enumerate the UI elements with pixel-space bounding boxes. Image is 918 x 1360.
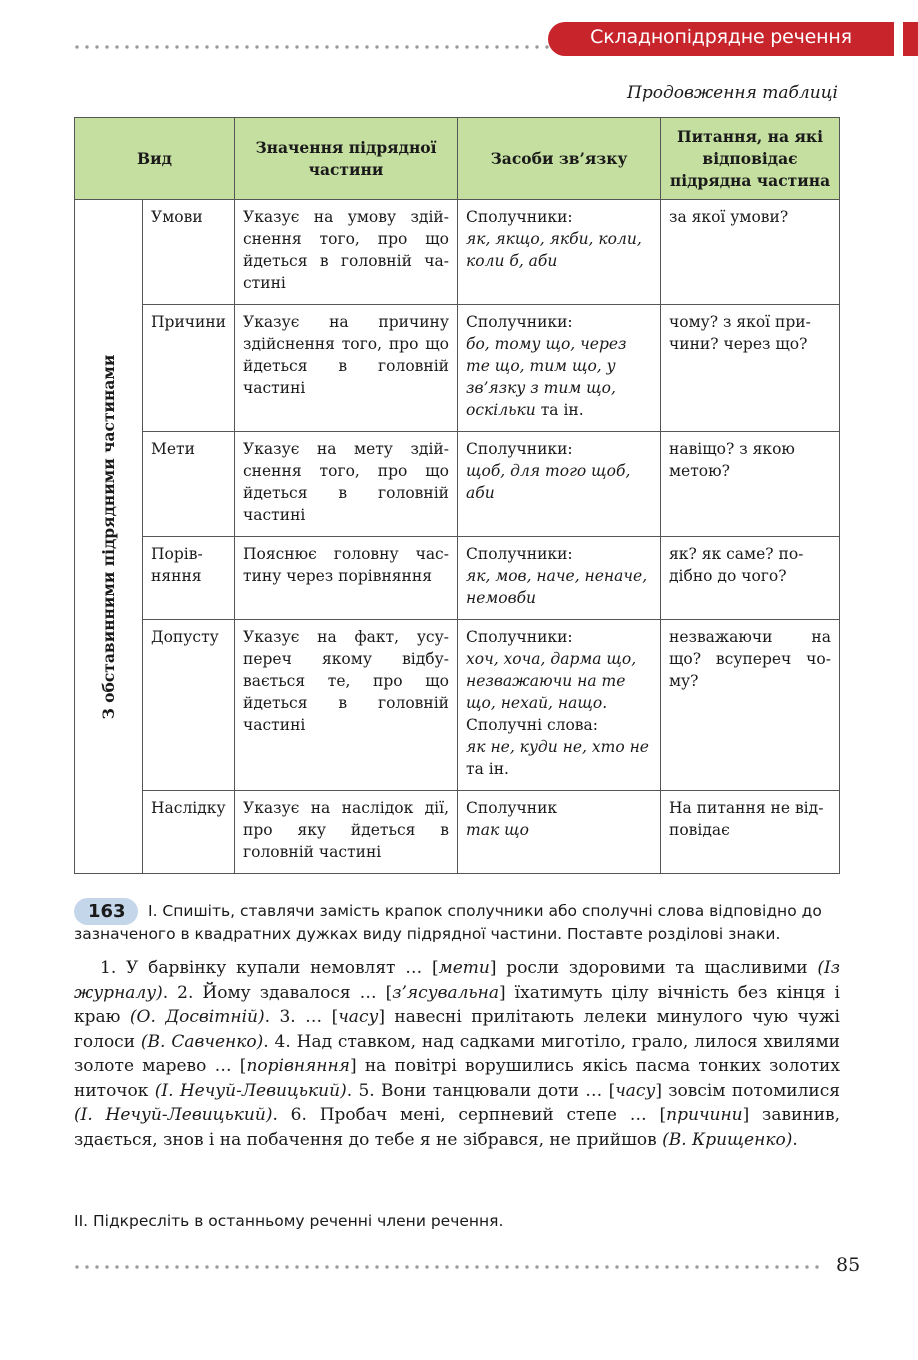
row-meaning: Пояснює головну частину через порівняння bbox=[243, 545, 449, 585]
row-type: Умови bbox=[151, 208, 203, 226]
exercise-text-run: ] завинив, здається, знов і на побачення до тебе я не зібрався, не прийшов bbox=[74, 1105, 841, 1150]
exercise-text-run: ] навесні прилітають лелеки минулого чую чужі голоси bbox=[74, 1007, 840, 1052]
row-meaning: Указує на наслідок дії, про яку йдеться в головній частині bbox=[243, 799, 449, 861]
exercise-text-run: . 4. Над ставком, над садками миготіло, грало, лилося хвилями золоте марево … [ bbox=[74, 1031, 841, 1076]
row-means: Сполучники: бо, тому що, через те що, тим що, у зв’язку з тим що, оскільки та ін. bbox=[466, 313, 627, 419]
header-type: Вид bbox=[75, 118, 235, 200]
header-meaning: Значення підрядної частини bbox=[235, 118, 458, 200]
table-row bbox=[75, 537, 840, 620]
exercise-text-italic: причини bbox=[666, 1105, 743, 1125]
table-row bbox=[75, 432, 840, 537]
row-means: Сполучники: як, якщо, якби, коли, коли б, аби bbox=[466, 208, 642, 270]
row-meaning: Указує на мету здійснення того, про що йдеться в головній частині bbox=[243, 440, 449, 524]
exercise-task: І. Спишіть, ставлячи замість крапок сполучники або сполучні слова відповідно до зазначеного в квадратних дужках виду підрядної частини. Поставте розділові знаки. bbox=[74, 902, 822, 943]
row-question: незважаючи на що? всупереч чому? bbox=[669, 628, 831, 690]
row-means: Сполучники: хоч, хоча, дарма що, незважаючи на те що, нехай, нащо. Сполучні слова: як не, куди не, хто не та ін. bbox=[466, 628, 649, 778]
exercise-text-run: 1. У барвінку купали немовлят … [ bbox=[100, 958, 439, 978]
exercise-text-run: ] зовсім потомилися bbox=[655, 1080, 840, 1101]
exercise-text-italic: порівняння bbox=[246, 1056, 350, 1076]
table-row bbox=[75, 305, 840, 432]
exercise-text-run: . 2. Йому здавалося … [ bbox=[162, 982, 393, 1003]
table-header-row bbox=[75, 118, 840, 200]
row-type: Порівняння bbox=[151, 545, 203, 585]
exercise-text-run: ] росли здоровими та щасливими bbox=[489, 958, 818, 978]
row-means: Сполучник так що bbox=[466, 799, 558, 839]
row-type: Мети bbox=[151, 440, 195, 458]
row-question: як? як саме? подібно до чого? bbox=[669, 545, 804, 585]
row-means: Сполучники: щоб, для того щоб, аби bbox=[466, 440, 631, 502]
row-question: за якої умови? bbox=[669, 208, 789, 226]
exercise-text-italic: (І. Нечуй-Левицький) bbox=[74, 1105, 273, 1125]
row-type: Наслідку bbox=[151, 799, 226, 817]
exercise-text-run: ] їхатимуть цілу вічність без кінця і краю bbox=[74, 982, 840, 1027]
exercise-text-run: . 6. Пробач мені, серпневий степе … [ bbox=[272, 1105, 667, 1125]
table-row bbox=[75, 791, 840, 874]
exercise-text-italic: (В. Крищенко) bbox=[662, 1129, 793, 1150]
exercise-task-2: ІІ. Підкресліть в останньому реченні члени речення. bbox=[74, 1212, 504, 1230]
row-type: Причини bbox=[151, 313, 227, 331]
clause-types-table bbox=[74, 117, 840, 874]
header-means: Засоби зв’язку bbox=[458, 118, 661, 200]
exercise-text-italic: (О. Досвітній) bbox=[129, 1007, 265, 1027]
exercise-text-italic: часу bbox=[615, 1080, 656, 1101]
table-row bbox=[75, 200, 840, 305]
exercise-text-run: . 3. … [ bbox=[264, 1007, 339, 1027]
exercise-text-italic: з’ясувальна bbox=[392, 982, 500, 1003]
chapter-title: Складнопідрядне речення bbox=[590, 26, 852, 48]
header-dotted-rule bbox=[72, 44, 557, 50]
row-means: Сполучники: як, мов, наче, неначе, немовби bbox=[466, 545, 648, 607]
row-type: Допусту bbox=[151, 628, 219, 646]
exercise-text-run: ] на повітрі ворушились якісь пасма тонких золотих ниточок bbox=[74, 1056, 840, 1101]
exercise-text bbox=[74, 956, 840, 1152]
exercise-text-italic: (Із журналу) bbox=[74, 958, 840, 1003]
chapter-banner bbox=[548, 22, 894, 56]
exercise-text-run: . 5. Вони танцювали доти … [ bbox=[346, 1080, 616, 1101]
exercise-text-italic: (І. Нечуй-Левицький) bbox=[154, 1080, 347, 1101]
row-meaning: Указує на факт, усупереч якому відбувається те, про що йдеться в головній частині bbox=[243, 628, 449, 734]
footer-dotted-rule bbox=[72, 1264, 822, 1270]
table-continuation-caption: Продовження таблиці bbox=[627, 83, 838, 103]
row-question: чому? з якої причини? через що? bbox=[669, 313, 811, 353]
row-question: На питання не відповідає bbox=[669, 799, 824, 839]
group-label-cell bbox=[75, 200, 143, 874]
exercise-text-italic: (В. Савченко) bbox=[140, 1031, 264, 1052]
row-question: навіщо? з якою метою? bbox=[669, 440, 795, 480]
exercise-number: 163 bbox=[88, 901, 126, 922]
row-meaning: Указує на умову здійснення того, про що йдеться в головній частині bbox=[243, 208, 449, 292]
row-meaning: Указує на причину здійснення того, про що йдеться в головній частині bbox=[243, 313, 449, 397]
exercise-text-italic: часу bbox=[338, 1007, 379, 1027]
header-edge-tab bbox=[903, 22, 918, 56]
exercise-text-italic: мети bbox=[438, 958, 490, 978]
header-question: Питання, на які відповідає підрядна частина bbox=[661, 118, 840, 200]
table-row bbox=[75, 620, 840, 791]
exercise-text-run: . bbox=[792, 1129, 798, 1150]
page-number: 85 bbox=[836, 1254, 861, 1276]
group-label: З обставинними підрядними частинами bbox=[98, 354, 118, 719]
